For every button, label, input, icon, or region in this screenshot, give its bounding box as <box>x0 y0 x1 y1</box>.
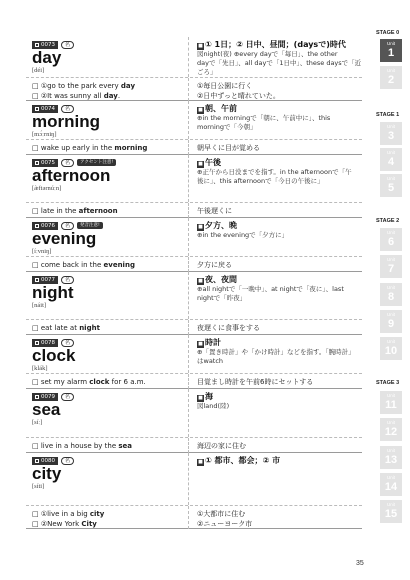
unit-label: Unit <box>386 68 395 73</box>
word-entry <box>26 335 362 389</box>
checkbox-icon <box>35 395 39 399</box>
unit-label: Unit <box>386 393 395 398</box>
translations <box>188 506 362 529</box>
part-of-speech: 名 <box>61 159 74 167</box>
meaning-mark-icon: ■ <box>198 459 203 465</box>
word-entry <box>26 453 362 529</box>
translations <box>188 203 362 218</box>
unit-number: 1 <box>387 47 395 59</box>
example-phrase: □ ①live in a big city <box>32 510 105 518</box>
word-entry <box>26 155 362 218</box>
unit-label: Unit <box>386 41 395 46</box>
usage-note: morningで「今朝」 <box>197 123 257 131</box>
example-phrases <box>26 320 188 335</box>
meaning: ① 1日；② 日中、昼間；(daysで)時代 <box>205 40 346 49</box>
unit-tab-1[interactable] <box>380 39 402 62</box>
usage-note: 図night(夜) ⊕every dayで「毎日」、the other <box>197 50 338 58</box>
unit-tab-8[interactable] <box>380 283 402 306</box>
part-of-speech: 名 <box>61 393 74 401</box>
usage-note: ⊕「置き時計」や「かけ時計」などを指す。「腕時計」 <box>197 348 355 356</box>
meaning: 夜、夜間 <box>205 275 237 284</box>
unit-number: 11 <box>385 399 397 411</box>
word-head <box>26 335 188 373</box>
example-phrase: □ set my alarm clock for 6 a.m. <box>32 378 146 386</box>
meaning: 午後 <box>205 158 221 167</box>
unit-number: 8 <box>387 291 395 303</box>
usage-note: ⊕in the morningで「朝に、午前中に」、this <box>197 114 331 122</box>
unit-label: Unit <box>386 502 395 507</box>
translation: 海辺の家に住む <box>197 442 246 450</box>
stage-label: STAGE 1 <box>376 112 400 118</box>
meaning-mark-icon: ■ <box>198 341 203 347</box>
meaning-mark-icon: ■ <box>198 107 203 113</box>
unit-tab-4[interactable] <box>380 148 402 171</box>
unit-tab-7[interactable] <box>380 255 402 278</box>
example-phrase: □ come back in the evening <box>32 261 135 269</box>
headword: day <box>32 48 62 67</box>
word-head <box>26 272 188 319</box>
entry-number-text: 0078 <box>41 339 55 346</box>
page-number: 35 <box>356 560 364 567</box>
headword: morning <box>32 112 100 131</box>
entry-number-text: 0080 <box>41 457 55 464</box>
word-list <box>26 37 362 529</box>
checkbox-icon <box>35 341 39 345</box>
unit-label: Unit <box>386 312 395 317</box>
example-phrases <box>26 203 188 218</box>
meaning-mark-icon: ■ <box>198 278 203 284</box>
pronunciation: [klák] <box>32 365 48 372</box>
part-of-speech: 名 <box>61 276 74 284</box>
translations <box>188 257 362 272</box>
part-of-speech: 名 <box>61 41 74 49</box>
translations <box>188 374 362 389</box>
unit-number: 12 <box>384 426 398 438</box>
meaning: 夕方、晩 <box>205 221 237 230</box>
usage-note: nightで「昨夜」 <box>197 294 247 302</box>
usage-note: 後に」、this afternoonで「今日の午後に」 <box>197 177 324 185</box>
part-of-speech: 名 <box>61 222 74 230</box>
example-phrase: □ eat late at night <box>32 324 100 332</box>
example-phrases <box>26 438 188 453</box>
example-phrase: □ live in a house by the sea <box>32 442 133 450</box>
meaning-mark-icon: ■ <box>198 161 203 167</box>
example-phrase: □ wake up early in the morning <box>32 144 148 152</box>
entry-number-text: 0074 <box>41 105 55 112</box>
usage-note: 図land(陸) <box>197 402 230 410</box>
unit-number: 3 <box>387 130 395 142</box>
unit-tab-5[interactable] <box>380 174 402 197</box>
usage-note: ⊕正午から日没までを指す。in the afternoonで「午 <box>197 168 352 176</box>
word-head <box>26 155 188 202</box>
meaning: 朝、午前 <box>205 104 237 113</box>
stage-label: STAGE 3 <box>376 380 400 386</box>
word-meaning-block <box>188 453 362 505</box>
translation: 朝早くに目が覚める <box>197 144 260 152</box>
word-head <box>26 101 188 139</box>
example-phrases <box>26 257 188 272</box>
unit-label: Unit <box>386 448 395 453</box>
note-badge: 発音注意! <box>77 222 103 229</box>
unit-label: Unit <box>386 420 395 425</box>
pronunciation: [náit] <box>32 302 47 309</box>
word-entry <box>26 272 362 335</box>
meaning-mark-icon: ■ <box>198 43 203 49</box>
example-phrases <box>26 506 188 529</box>
word-head <box>26 389 188 437</box>
pronunciation: [íːvniŋ] <box>32 248 52 255</box>
unit-label: Unit <box>386 176 395 181</box>
headword: evening <box>32 229 97 248</box>
translations <box>188 320 362 335</box>
word-head <box>26 37 188 77</box>
example-phrase: □ ②New York City <box>32 519 97 528</box>
unit-label: Unit <box>386 257 395 262</box>
word-meaning-block <box>188 37 362 77</box>
usage-note: ごろ」 <box>197 68 217 76</box>
translations <box>188 140 362 155</box>
note-badge: アクセント注意! <box>77 159 116 166</box>
entry-number-text: 0075 <box>41 159 55 166</box>
meaning: 海 <box>205 392 213 401</box>
unit-label: Unit <box>386 230 395 235</box>
translation: ①毎日公園に行く <box>197 82 253 90</box>
unit-number: 14 <box>384 481 398 493</box>
meaning: ① 都市、都会；② 市 <box>205 456 281 465</box>
pronunciation: [æ̀ftərnúːn] <box>32 185 62 192</box>
usage-note: ⊕in the eveningで「夕方に」 <box>197 231 289 239</box>
meaning-mark-icon: ■ <box>198 224 203 230</box>
unit-tab-9[interactable] <box>380 310 402 333</box>
unit-tab-13[interactable] <box>380 446 402 469</box>
translation: ②日中ずっと晴れていた。 <box>197 91 280 100</box>
unit-label: Unit <box>386 475 395 480</box>
word-meaning-block <box>188 335 362 373</box>
checkbox-icon <box>35 107 39 111</box>
word-entry <box>26 101 362 155</box>
pronunciation: [síː] <box>32 419 43 426</box>
pronunciation: [déi] <box>32 67 45 74</box>
headword: city <box>32 464 62 483</box>
entry-number-text: 0073 <box>41 41 55 48</box>
checkbox-icon <box>35 161 39 165</box>
headword: afternoon <box>32 166 111 185</box>
unit-tab-15[interactable] <box>380 500 402 523</box>
unit-number: 10 <box>384 345 398 357</box>
unit-number: 4 <box>387 156 395 168</box>
example-phrase: □ ①go to the park every day <box>32 82 136 90</box>
translation: 夕方に戻る <box>197 261 232 269</box>
unit-number: 7 <box>387 263 395 275</box>
unit-number: 13 <box>384 454 398 466</box>
unit-label: Unit <box>386 285 395 290</box>
word-meaning-block <box>188 272 362 319</box>
unit-tab-6[interactable] <box>380 228 402 251</box>
checkbox-icon <box>35 43 39 47</box>
unit-label: Unit <box>386 150 395 155</box>
pronunciation: [síti] <box>32 483 45 490</box>
unit-number: 6 <box>387 236 395 248</box>
entry-number-text: 0076 <box>41 222 55 229</box>
word-entry <box>26 389 362 453</box>
unit-number: 2 <box>387 74 395 86</box>
headword: sea <box>32 400 61 419</box>
usage-note: はwatch <box>197 357 224 365</box>
word-meaning-block <box>188 389 362 437</box>
pronunciation: [mɔ́ːrniŋ] <box>32 131 57 138</box>
unit-tab-3[interactable] <box>380 122 402 145</box>
word-meaning-block <box>188 155 362 202</box>
example-phrases <box>26 78 188 101</box>
unit-tab-2[interactable] <box>380 66 402 89</box>
unit-number: 5 <box>387 182 395 194</box>
entry-number-text: 0077 <box>41 276 55 283</box>
word-head <box>26 453 188 505</box>
part-of-speech: 名 <box>61 339 74 347</box>
part-of-speech: 名 <box>61 105 74 113</box>
translation: 目覚まし時計を午前6時にセットする <box>197 378 314 386</box>
checkbox-icon <box>35 278 39 282</box>
unit-tab-11[interactable] <box>380 391 402 414</box>
unit-label: Unit <box>386 339 395 344</box>
checkbox-icon <box>35 224 39 228</box>
usage-note: dayで「先日」、all dayで「1日中」、these daysで「近 <box>197 59 362 67</box>
stage-label: STAGE 2 <box>376 218 400 224</box>
stage-label: STAGE 0 <box>376 30 400 36</box>
example-phrase: □ late in the afternoon <box>32 207 118 215</box>
unit-tab-10[interactable] <box>380 337 402 360</box>
word-entry <box>26 218 362 272</box>
part-of-speech: 名 <box>61 457 74 465</box>
meaning: 時計 <box>205 338 221 347</box>
entry-number-text: 0079 <box>41 393 55 400</box>
unit-number: 9 <box>387 318 395 330</box>
translation: ②ニューヨーク市 <box>197 519 253 528</box>
translation: 夜遅くに食事をする <box>197 324 260 332</box>
headword: clock <box>32 346 76 365</box>
checkbox-icon <box>35 459 39 463</box>
headword: night <box>32 283 74 302</box>
example-phrases <box>26 374 188 389</box>
word-entry <box>26 37 362 101</box>
translations <box>188 78 362 101</box>
unit-number: 15 <box>384 508 398 520</box>
usage-note: ⊕all nightで「一晩中」、at nightで「夜に」、last <box>197 285 344 293</box>
word-head <box>26 218 188 256</box>
word-meaning-block <box>188 101 362 139</box>
unit-label: Unit <box>386 124 395 129</box>
word-meaning-block <box>188 218 362 256</box>
example-phrase: □ ②It was sunny all day. <box>32 91 121 100</box>
meaning-mark-icon: ■ <box>198 395 203 401</box>
translation: 午後遅くに <box>197 207 232 215</box>
example-phrases <box>26 140 188 155</box>
translation: ①大都市に住む <box>197 510 246 518</box>
translations <box>188 438 362 453</box>
unit-tab-14[interactable] <box>380 473 402 496</box>
unit-tab-12[interactable] <box>380 418 402 441</box>
